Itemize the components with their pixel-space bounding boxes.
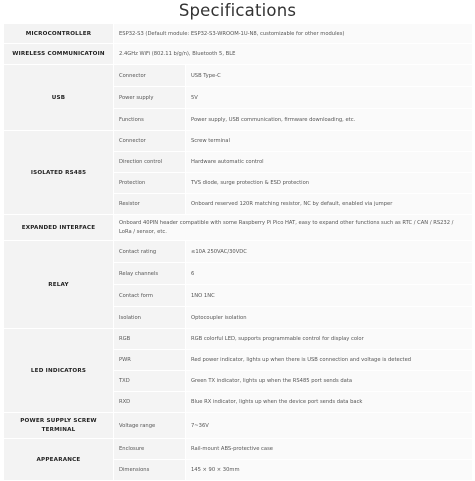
screw-value-voltage-range: 7~36V [186,413,473,439]
appearance-value-enclosure: Rail-mount ABS-protective case [186,439,473,460]
led-value-txd: Green TX indicator, lights up when the RS485 port sends data [186,371,473,392]
usb-value-connector: USB Type-C [186,65,473,87]
rs485-key-resistor: Resistor [114,194,186,215]
usb-key-connector: Connector [114,65,186,87]
usb-value-functions: Power supply, USB communication, firmware downloading, etc. [186,109,473,131]
rs485-key-direction-control: Direction control [114,152,186,173]
table-row [4,24,473,44]
relay-key-isolation: Isolation [114,307,186,329]
value-expanded-interface: Onboard 40PIN header compatible with some Raspberry Pi Pico HAT, easy to expand other functions such as RTC / CAN / RS232 / LoRa / sensor, etc. [114,215,473,241]
page-title: Specifications [178,1,297,20]
relay-value-contact-rating: ≤10A 250VAC/30VDC [186,241,473,263]
value-wireless: 2.4GHz WiFi (802.11 b/g/n), Bluetooth 5, BLE [114,44,473,65]
relay-key-contact-rating: Contact rating [114,241,186,263]
rs485-key-protection: Protection [114,173,186,194]
table-row [4,44,473,65]
led-value-rgb: RGB colorful LED, supports programmable control for display color [186,329,473,350]
category-led-indicators: LED INDICATORS [4,329,114,413]
category-expanded-interface: EXPANDED INTERFACE [4,215,114,241]
led-key-txd: TXD [114,371,186,392]
rs485-value-direction-control: Hardware automatic control [186,152,473,173]
led-key-rgb: RGB [114,329,186,350]
led-key-rxd: RXD [114,392,186,413]
rs485-value-resistor: Onboard reserved 120R matching resistor, NC by default, enabled via jumper [186,194,473,215]
table-row [4,329,473,350]
category-wireless: WIRELESS COMMUNICATOIN [4,44,114,65]
led-key-pwr: PWR [114,350,186,371]
appearance-key-enclosure: Enclosure [114,439,186,460]
relay-key-contact-form: Contact form [114,285,186,307]
led-value-rxd: Blue RX indicator, lights up when the device port sends data back [186,392,473,413]
usb-value-power-supply: 5V [186,87,473,109]
rs485-value-protection: TVS diode, surge protection & ESD protection [186,173,473,194]
relay-value-contact-form: 1NO 1NC [186,285,473,307]
category-usb: USB [4,65,114,131]
screw-key-voltage-range: Voltage range [114,413,186,439]
category-rs485: ISOLATED RS485 [4,131,114,215]
category-relay: RELAY [4,241,114,329]
relay-value-isolation: Optocoupler isolation [186,307,473,329]
rs485-value-connector: Screw terminal [186,131,473,152]
table-row [4,413,473,439]
led-value-pwr: Red power indicator, lights up when there is USB connection and voltage is detected [186,350,473,371]
relay-value-channels: 6 [186,263,473,285]
usb-key-functions: Functions [114,109,186,131]
table-row [4,131,473,152]
table-row [4,439,473,460]
value-microcontroller: ESP32-S3 (Default module: ESP32-S3-WROOM-1U-N8, customizable for other modules) [114,24,473,44]
table-row [4,215,473,241]
relay-key-channels: Relay channels [114,263,186,285]
category-microcontroller: MICROCONTROLLER [4,24,114,44]
appearance-value-dimensions: 145 × 90 × 30mm [186,460,473,481]
rs485-key-connector: Connector [114,131,186,152]
usb-key-power-supply: Power supply [114,87,186,109]
appearance-key-dimensions: Dimensions [114,460,186,481]
specifications-table [3,23,473,481]
table-row [4,65,473,87]
table-row [4,241,473,263]
category-appearance: APPEARANCE [4,439,114,481]
category-power-supply-screw-terminal: POWER SUPPLY SCREW TERMINAL [4,413,114,439]
